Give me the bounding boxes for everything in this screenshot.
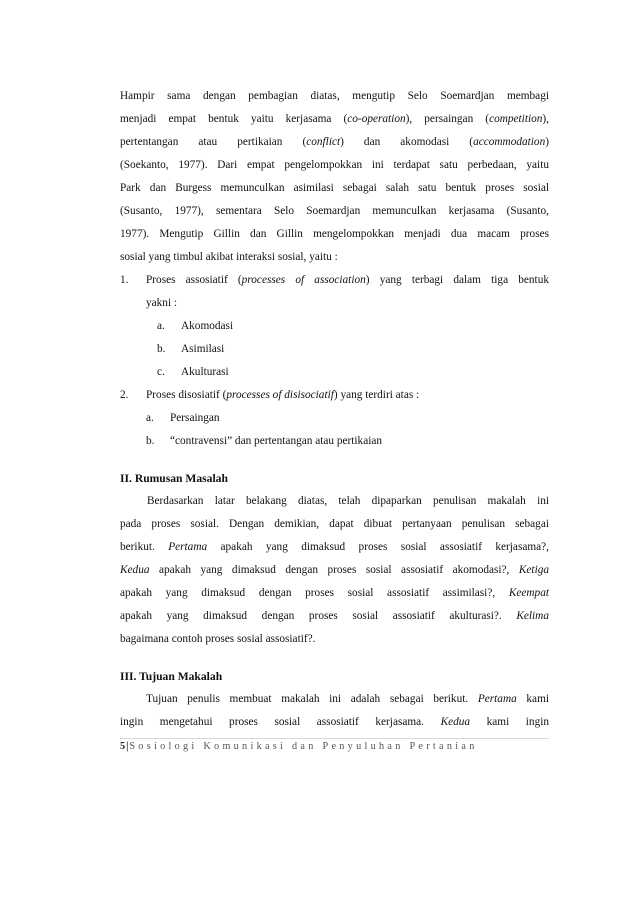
sub-item-1c [120, 361, 549, 384]
section3-line-2 [120, 711, 549, 734]
text: ) yang terbagi dalam tiga bentuk [365, 274, 549, 286]
sub-item-1a [120, 315, 549, 338]
list-number: 2. [120, 389, 129, 401]
text: Persaingan [170, 412, 220, 424]
text: (Soekanto, 1977). Dari empat pengelompokkan ini terdapat satu perbedaan, yaitu [120, 159, 549, 171]
text: kami [516, 693, 549, 705]
text: ) yang terdiri atas : [333, 389, 420, 401]
intro-line-8 [120, 246, 549, 269]
text: sosial yang timbul akibat interaksi sosial, yaitu : [120, 251, 338, 263]
section-heading-rumusan-masalah: II. Rumusan Masalah [120, 472, 228, 485]
list-item-1-continuation [120, 292, 549, 315]
text: menjadi empat bentuk yaitu kerjasama ( [120, 113, 348, 125]
footer-separator: | [126, 741, 130, 752]
italic-term: Ketiga [518, 564, 549, 576]
italic-term: Pertama [168, 541, 208, 553]
intro-line-4 [120, 154, 549, 177]
italic-term: Kedua [440, 716, 471, 728]
page-content [120, 85, 549, 734]
section2-line-4 [120, 559, 549, 582]
section2-line-3 [120, 536, 549, 559]
italic-term: Keempat [508, 587, 549, 599]
text: ), persaingan ( [405, 113, 490, 125]
section2-line-2 [120, 513, 549, 536]
section-heading-tujuan-makalah: III. Tujuan Makalah [120, 670, 223, 683]
intro-line-7 [120, 223, 549, 246]
sub-item-2a [120, 407, 549, 430]
intro-line-3 [120, 131, 549, 154]
italic-term: processes of association [241, 274, 366, 286]
list-item-1 [120, 269, 549, 292]
page-number: 5 [120, 741, 127, 752]
intro-line-1 [120, 85, 549, 108]
text: 1977). Mengutip Gillin dan Gillin mengelompokkan menjadi dua macam proses [120, 228, 549, 240]
intro-line-2 [120, 108, 549, 131]
sub-letter: a. [146, 412, 154, 424]
section-gap [120, 453, 549, 467]
section2-line-5 [120, 582, 549, 605]
section2-line-6 [120, 605, 549, 628]
italic-term: co-operation [347, 113, 406, 125]
text: pertentangan atau pertikaian ( [120, 136, 307, 148]
text: bagaimana contoh proses sosial assosiatif?. [120, 633, 316, 645]
text: Tujuan penulis membuat makalah ini adalah sebagai berikut. [146, 693, 478, 705]
text: pada proses sosial. Dengan demikian, dapat dibuat pertanyaan penulisan sebagai [120, 518, 549, 530]
text: apakah yang dimaksud proses sosial assosiatif kerjasama?, [207, 541, 549, 553]
sub-letter: a. [157, 320, 165, 332]
running-title: Sosiologi Komunikasi dan Penyuluhan Pertanian [129, 741, 478, 752]
text: Asimilasi [181, 343, 225, 355]
text: apakah yang dimaksud dengan proses sosial assosiatif akulturasi?. [120, 610, 517, 622]
text: Proses assosiatif ( [146, 274, 242, 286]
intro-line-5 [120, 177, 549, 200]
italic-term: competition [489, 113, 543, 125]
text: Hampir sama dengan pembagian diatas, mengutip Selo Soemardjan membagi [120, 90, 549, 102]
text: Berdasarkan latar belakang diatas, telah dipaparkan penulisan makalah ini [147, 495, 549, 507]
text: Proses disosiatif ( [146, 389, 227, 401]
text: apakah yang dimaksud dengan proses sosial assosiatif assimilasi?, [120, 587, 509, 599]
text: ingin mengetahui proses sosial assosiatif kerjasama. [120, 716, 441, 728]
text: apakah yang dimaksud dengan proses sosial assosiatif akomodasi?, [149, 564, 519, 576]
text: “contravensi” dan pertentangan atau pertikaian [170, 435, 383, 447]
italic-term: Kedua [120, 564, 150, 576]
intro-line-6 [120, 200, 549, 223]
section2-line-1 [120, 490, 549, 513]
section3-line-1 [120, 688, 549, 711]
text: berikut. [120, 541, 169, 553]
italic-term: Kelima [516, 610, 549, 622]
text: Akulturasi [181, 366, 229, 378]
text: ) [545, 136, 549, 148]
section-gap [120, 651, 549, 665]
italic-term: processes of disisociatif [226, 389, 334, 401]
text: (Susanto, 1977), sementara Selo Soemardjan memunculkan kerjasama (Susanto, [120, 205, 549, 217]
italic-term: accommodation [473, 136, 546, 148]
sub-letter: b. [146, 435, 155, 447]
sub-item-1b [120, 338, 549, 361]
italic-term: Pertama [477, 693, 517, 705]
list-item-2 [120, 384, 549, 407]
sub-letter: c. [157, 366, 165, 378]
section2-line-7 [120, 628, 549, 651]
italic-term: conflict [306, 136, 341, 148]
text: ) dan akomodasi ( [340, 136, 474, 148]
text: kami ingin [470, 716, 549, 728]
text: ), [542, 113, 549, 125]
sub-letter: b. [157, 343, 166, 355]
list-number: 1. [120, 274, 129, 286]
page-footer [120, 738, 549, 754]
text: Park dan Burgess memunculkan asimilasi sebagai salah satu bentuk proses sosial [120, 182, 549, 194]
text: Akomodasi [181, 320, 234, 332]
sub-item-2b [120, 430, 549, 453]
text: yakni : [146, 297, 178, 309]
